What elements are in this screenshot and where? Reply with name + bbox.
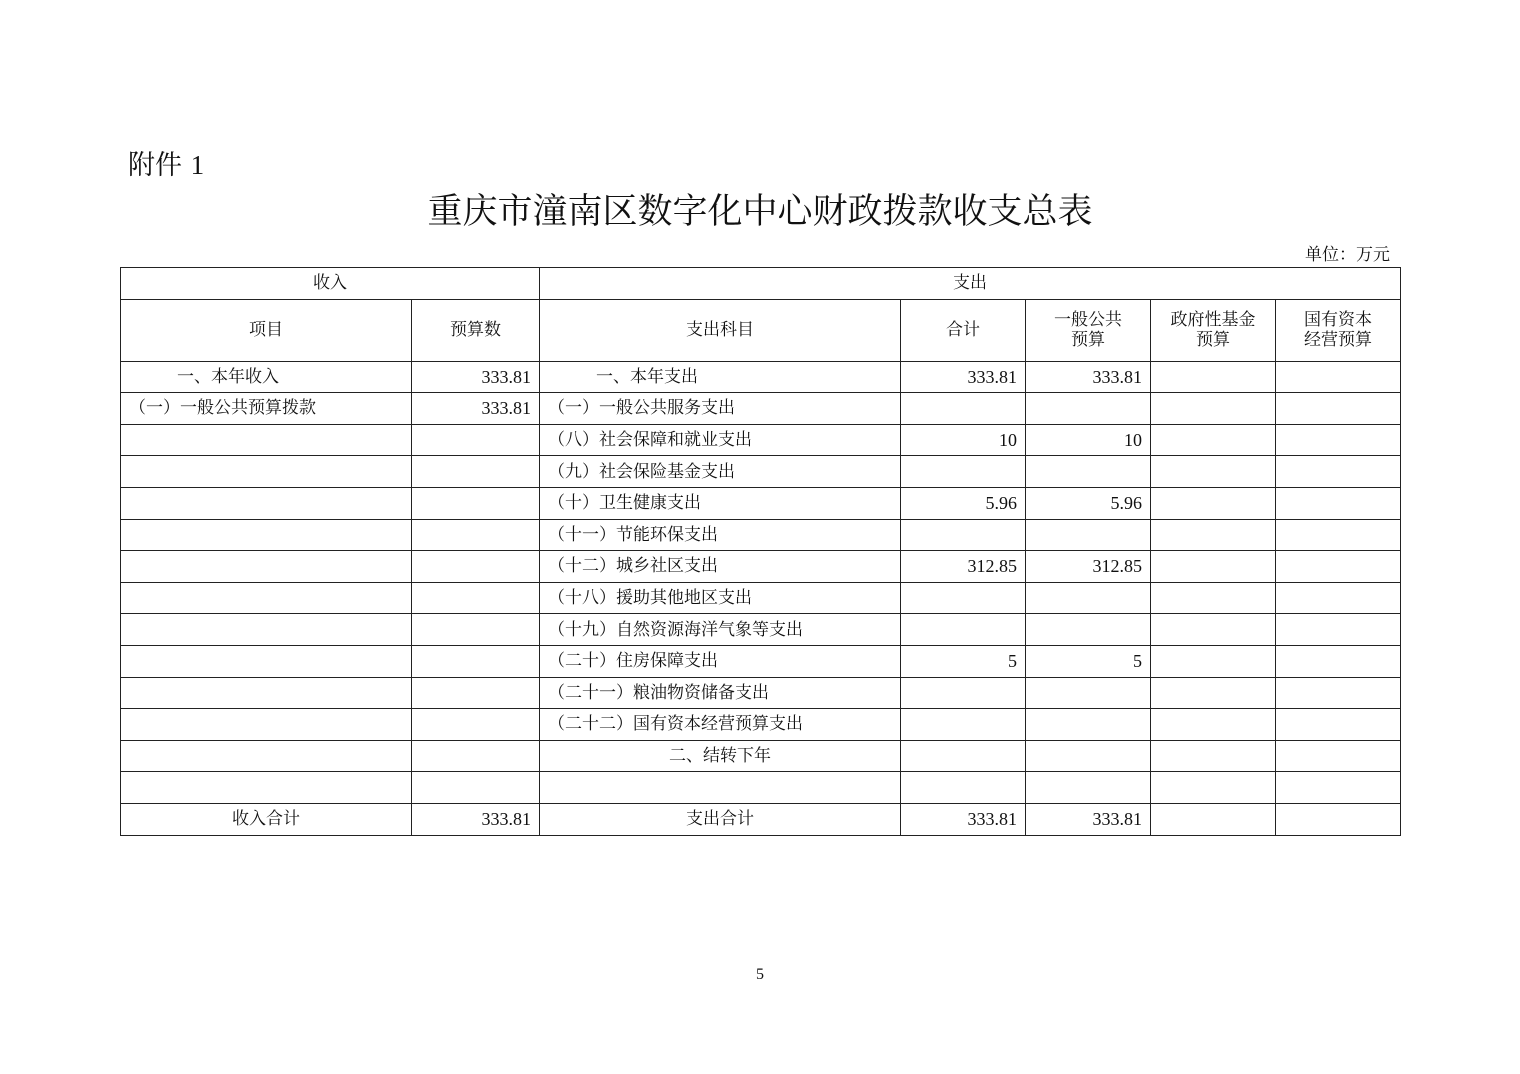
expense-capital-total [1276,803,1401,835]
expense-subject-cell: 一、本年支出 [540,361,901,393]
income-item-cell [121,677,412,709]
expense-general-cell [1026,740,1151,772]
expense-total-cell [901,393,1026,425]
header-gov-fund: 政府性基金 预算 [1151,299,1276,361]
income-budget-cell [412,519,540,551]
table-row [121,361,1401,393]
header-budget: 预算数 [412,299,540,361]
table-row [121,772,1401,804]
expense-subject-cell: （二十一）粮油物资储备支出 [540,677,901,709]
table-row [121,456,1401,488]
expense-capital-cell [1276,772,1401,804]
budget-summary-table [120,267,1401,836]
income-budget-cell [412,614,540,646]
total-row [121,803,1401,835]
table-row [121,551,1401,583]
header-total: 合计 [901,299,1026,361]
table-row [121,677,1401,709]
expense-general-cell [1026,772,1151,804]
table-row [121,424,1401,456]
expense-subject-cell: 二、结转下年 [540,740,901,772]
header-general-public: 一般公共 预算 [1026,299,1151,361]
expense-general-cell: 5 [1026,645,1151,677]
expense-subject-cell [540,772,901,804]
expense-general-cell [1026,677,1151,709]
expense-capital-cell [1276,709,1401,741]
attachment-number: 1 [190,150,205,180]
expense-total-cell [901,772,1026,804]
expense-total-label: 支出合计 [540,803,901,835]
expense-capital-cell [1276,487,1401,519]
expense-capital-cell [1276,740,1401,772]
attachment-label [128,143,204,182]
income-total-label: 收入合计 [121,803,412,835]
expense-fund-cell [1151,677,1276,709]
income-budget-cell [412,677,540,709]
header-state-capital: 国有资本 经营预算 [1276,299,1401,361]
income-total-value: 333.81 [412,803,540,835]
expense-subject-cell: （一）一般公共服务支出 [540,393,901,425]
unit-label: 单位：万元 [1305,245,1390,265]
expense-fund-total [1151,803,1276,835]
document-title: 重庆市潼南区数字化中心财政拨款收支总表 [427,192,1093,232]
income-budget-cell [412,740,540,772]
expense-subject-cell: （十八）援助其他地区支出 [540,582,901,614]
expense-total-cell [901,582,1026,614]
expense-capital-cell [1276,645,1401,677]
expense-general-total: 333.81 [1026,803,1151,835]
table-row [121,614,1401,646]
table-row [121,645,1401,677]
income-budget-cell: 333.81 [412,393,540,425]
income-item-cell [121,519,412,551]
header-subject: 支出科目 [540,299,901,361]
table-body [121,361,1401,803]
income-budget-cell [412,424,540,456]
table-row [121,582,1401,614]
expense-capital-cell [1276,551,1401,583]
expense-fund-cell [1151,361,1276,393]
income-budget-cell [412,487,540,519]
expense-total-cell [901,677,1026,709]
expense-fund-cell [1151,487,1276,519]
expense-total-cell [901,740,1026,772]
expense-subject-cell: （二十）住房保障支出 [540,645,901,677]
expense-total-cell [901,456,1026,488]
expense-fund-cell [1151,772,1276,804]
expense-fund-cell [1151,519,1276,551]
table-row [121,709,1401,741]
income-budget-cell [412,456,540,488]
income-item-cell [121,551,412,583]
expense-total-cell: 5 [901,645,1026,677]
expense-subject-cell: （二十二）国有资本经营预算支出 [540,709,901,741]
income-item-cell [121,582,412,614]
table-row [121,519,1401,551]
page-number: 5 [756,966,764,983]
income-budget-cell [412,772,540,804]
expense-general-cell [1026,582,1151,614]
expense-capital-cell [1276,519,1401,551]
income-item-cell [121,424,412,456]
expense-capital-cell [1276,456,1401,488]
expense-fund-cell [1151,456,1276,488]
income-item-cell: （一）一般公共预算拨款 [121,393,412,425]
expense-general-cell: 10 [1026,424,1151,456]
income-item-cell [121,709,412,741]
expense-capital-cell [1276,582,1401,614]
expense-total-cell [901,709,1026,741]
expense-subject-cell: （十九）自然资源海洋气象等支出 [540,614,901,646]
attachment-prefix: 附件 [128,150,182,181]
income-item-cell [121,772,412,804]
income-group-header: 收入 [121,268,540,300]
expense-total-cell: 333.81 [901,361,1026,393]
expense-general-cell [1026,709,1151,741]
expense-capital-cell [1276,393,1401,425]
expense-capital-cell [1276,424,1401,456]
expense-general-cell [1026,614,1151,646]
table-row [121,393,1401,425]
expense-general-cell: 5.96 [1026,487,1151,519]
expense-fund-cell [1151,709,1276,741]
income-item-cell [121,456,412,488]
expense-general-cell [1026,393,1151,425]
expense-total-cell [901,519,1026,551]
income-item-cell [121,487,412,519]
income-item-cell: 一、本年收入 [121,361,412,393]
expense-fund-cell [1151,582,1276,614]
income-budget-cell [412,709,540,741]
expense-general-cell: 333.81 [1026,361,1151,393]
expense-capital-cell [1276,361,1401,393]
column-header-row [121,299,1401,361]
expense-total-cell [901,614,1026,646]
expense-fund-cell [1151,614,1276,646]
expense-subject-cell: （十二）城乡社区支出 [540,551,901,583]
table-row [121,487,1401,519]
expense-fund-cell [1151,645,1276,677]
expense-subject-cell: （八）社会保障和就业支出 [540,424,901,456]
expense-subject-cell: （九）社会保险基金支出 [540,456,901,488]
income-budget-cell [412,645,540,677]
expense-group-header: 支出 [540,268,1401,300]
table-row [121,740,1401,772]
expense-total-cell: 312.85 [901,551,1026,583]
expense-total-cell: 5.96 [901,487,1026,519]
expense-capital-cell [1276,614,1401,646]
expense-total-cell: 10 [901,424,1026,456]
expense-fund-cell [1151,393,1276,425]
group-header-row [121,268,1401,300]
expense-total-value: 333.81 [901,803,1026,835]
income-budget-cell [412,582,540,614]
income-item-cell [121,645,412,677]
expense-general-cell [1026,519,1151,551]
expense-general-cell [1026,456,1151,488]
expense-subject-cell: （十）卫生健康支出 [540,487,901,519]
header-item: 项目 [121,299,412,361]
income-item-cell [121,614,412,646]
income-budget-cell [412,551,540,583]
expense-fund-cell [1151,424,1276,456]
income-budget-cell: 333.81 [412,361,540,393]
expense-capital-cell [1276,677,1401,709]
expense-general-cell: 312.85 [1026,551,1151,583]
expense-subject-cell: （十一）节能环保支出 [540,519,901,551]
expense-fund-cell [1151,740,1276,772]
income-item-cell [121,740,412,772]
expense-fund-cell [1151,551,1276,583]
